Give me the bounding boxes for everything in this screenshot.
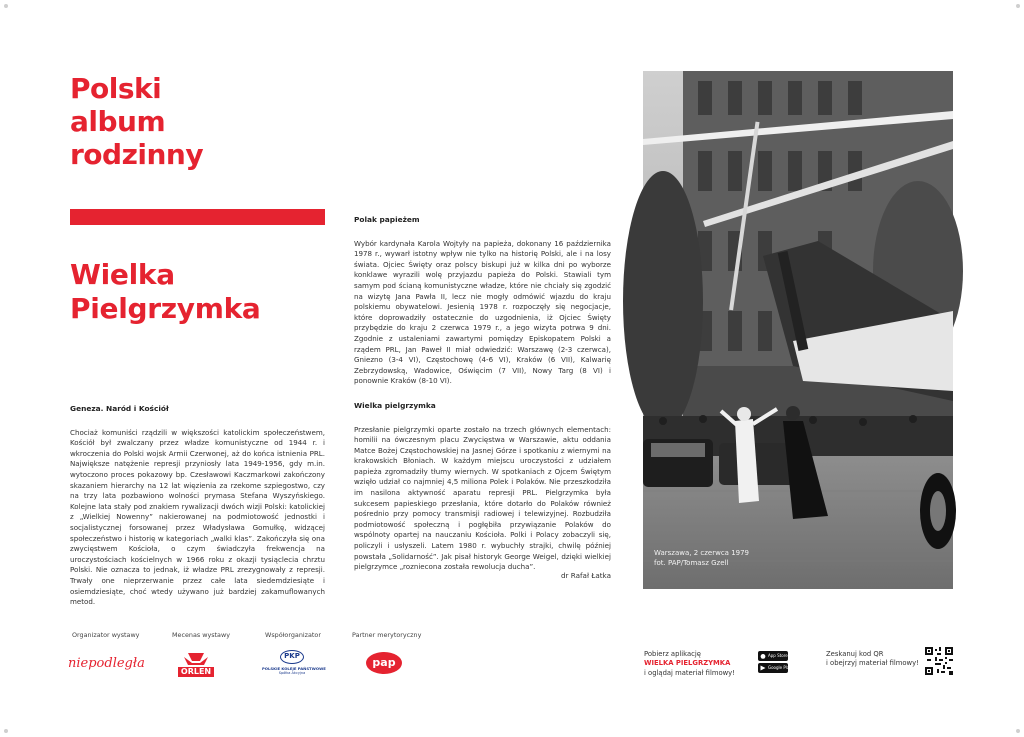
main-title: [70, 72, 203, 171]
middle-text-column: [354, 215, 611, 573]
play-icon: [760, 665, 766, 671]
photo-caption: [654, 548, 749, 568]
photo-illustration: [643, 71, 953, 589]
orlen-wordmark: ORLEN: [178, 667, 214, 677]
partner-label: Partner merytoryczny: [352, 631, 422, 639]
pkp-fullname: POLSKIE KOLEJE PAŃSTWOWE: [262, 666, 326, 671]
subtitle-line-2: Pielgrzymka: [70, 292, 261, 325]
author-signature: dr Rafał Łatka: [560, 571, 611, 580]
google-play-badge[interactable]: [758, 663, 792, 673]
pkp-company-type: Spółka Akcyjna: [278, 671, 306, 675]
caption-line-2: fot. PAP/Tomasz Gzell: [654, 559, 729, 567]
organizer-label: Organizator wystawy: [72, 631, 140, 639]
pap-logo: pap: [366, 652, 402, 674]
title-line-2: album: [70, 105, 166, 138]
app-store-label: App Store: [768, 653, 788, 658]
orlen-logo: [178, 651, 214, 679]
app-promo-text: [644, 650, 735, 678]
caption-line-1: Warszawa, 2 czerwca 1979: [654, 549, 750, 557]
left-body: Chociaż komuniści rządzili w większości katolickim społeczeństwem, Kościół był zwalczany przez władze komunistyczne od 1944 r. i wkroczenia do Polski wojsk Armii Czerwonej, aż do końca istnienia PRL. Największe natężenie represji przyniosły lata 1949-1956, gdy m.in. wytoczono proces pokazowy bp. Czesławowi Kaczmarkowi zakończony skazaniem hierarchy na 12 lat więzienia za rzekome szpiegostwo, czy na trzy lata pozbawiono wolności prymasa Stefana Wyszyńskiego. Kolejne lata stały pod znakiem rywalizacji dwóch wizji Polski: katolickiej z „Wielkiej Nowenny” nakierowanej na podmiotowość jednostki i socjalistycznej forsowanej przez Władysława Gomułkę, widzącej społeczeństwo i historię w kategoriach „walki klas”. Zakończyła się ona zwycięstwem Kościoła, o czym świadczyła frekwencja na uroczystościach kościelnych w 1966 roku z okazji tysiąclecia chrztu Polski. Nie oznacza to jednak, iż władze PRL zrezygnowały z represji. Trwały one nieprzerwanie przez całe lata siedemdziesiąte i osiemdziesiąte, choć wtedy używano już bardziej zakamuflowanych metod.: [70, 427, 325, 607]
qr-line-2: i obejrzyj materiał filmowy!: [826, 659, 919, 668]
app-store-badge[interactable]: [758, 651, 788, 661]
app-line-2: WIELKA PIELGRZYMKA: [644, 659, 731, 668]
niepodlegla-logo: niepodległa: [68, 656, 145, 671]
subtitle: [70, 258, 261, 326]
pkp-logo: [262, 650, 326, 680]
section2-body: Przesłanie pielgrzymki oparte zostało na trzech głównych elementach: homilii na ówczesnym placu Zwycięstwa w Warszawie, aktu oddania Matce Bożej Częstochowskiej na Jasnej Górze i spotkaniu z wiernymi na krakowskich Błoniach. W każdym miejscu uroczystości z udziałem papieża zgromadziły tłumy wiernych. W spotkaniach z Ojcem Świętym wzięło udział co najmniej 4,5 miliona Polek i Polaków. Nie przeszkodziła im nasilona aktywność aparatu represji PRL. Pielgrzymka była sukcesem papieskiego przesłania, które dotarło do Polaków również pośrednio przy pomocy transmisji radiowej i telewizyjnej. Rozbudziła podmiotowość społeczną i pogłębiła przywiązanie Polaków do wspólnoty opartej na nauczaniu Kościoła. Polki i Polacy zobaczyli się, policzyli i usłyszeli. Latem 1980 r. wybuchły strajki, chwilę później powstała „Solidarność”. Jak pisał historyk George Weigel, dzięki wielkiej pielgrzymce „rozniecona została rewolucja ducha”.: [354, 424, 611, 572]
patron-label: Mecenas wystawy: [172, 631, 230, 639]
left-heading: Geneza. Naród i Kościół: [70, 404, 169, 413]
apple-icon: [760, 653, 766, 659]
corner-mark: [1016, 4, 1020, 8]
historical-photo: [643, 71, 953, 589]
corner-mark: [4, 729, 8, 733]
qr-line-1: Zeskanuj kod QR: [826, 650, 884, 658]
red-divider-bar: [70, 209, 325, 225]
pkp-emblem: PKP: [280, 650, 304, 664]
qr-promo-text: [826, 650, 919, 669]
app-line-3: i oglądaj materiał filmowy!: [644, 668, 735, 677]
qr-code-icon[interactable]: [925, 647, 953, 675]
left-text-column: [70, 404, 325, 608]
app-line-1: Pobierz aplikację: [644, 650, 701, 658]
title-line-1: Polski: [70, 72, 162, 105]
coorganizer-label: Współorganizator: [265, 631, 321, 639]
section1-body: Wybór kardynała Karola Wojtyły na papieża, dokonany 16 października 1978 r., wywarł istotny wpływ nie tylko na historię Polski, ale i na losy świata. Ojciec Święty oraz polscy biskupi już w kilka dni po wyborze konklawe wyrazili wolę przyjazdu papieża do Polski. Stawiali tym samym pod ścianą komunistyczne władze, które nie chciały się zgodzić na wizytę Jana Pawła II, lecz nie mogły odmówić wjazdu do kraju polskiemu obywatelowi. Jesienią 1978 r. rozpoczęły się negocjacje, które doprowadziły ostatecznie do uzgodnienia, iż Ojciec Święty przybędzie do kraju 2 czerwca 1979 r., a jego wizyta potrwa 9 dni. Zgodnie z ustaleniami zawartymi pomiędzy Episkopatem Polski a rządem PRL, Jan Paweł II miał odwiedzić: Warszawę (2-3 czerwca), Gniezno (3-4 VI), Częstochowę (4-6 VI), Kraków (6 VII), Kalwarię Zebrzydowską, Wadowice, Oświęcim (7 VII), Nowy Targ (8 VI) i ponownie Kraków (8-10 VI).: [354, 238, 611, 386]
corner-mark: [4, 4, 8, 8]
title-line-3: rodzinny: [70, 138, 204, 171]
corner-mark: [1016, 729, 1020, 733]
section2-heading: Wielka pielgrzymka: [354, 400, 436, 410]
section1-heading: Polak papieżem: [354, 215, 420, 224]
subtitle-line-1: Wielka: [70, 258, 175, 291]
google-play-label: Google Play: [768, 665, 792, 670]
